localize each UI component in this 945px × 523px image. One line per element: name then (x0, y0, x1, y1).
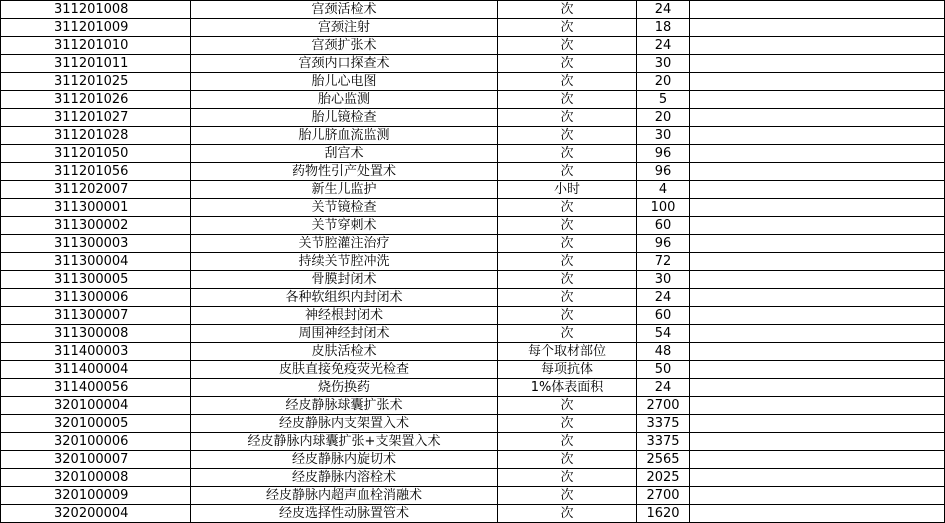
unit-cell[interactable]: 次 (498, 307, 637, 325)
unit-cell[interactable]: 次 (498, 163, 637, 181)
empty-cell[interactable] (690, 343, 945, 361)
price-cell[interactable]: 4 (637, 181, 690, 199)
table-row (1, 289, 945, 307)
table-row (1, 163, 945, 181)
name-cell[interactable]: 宫颈注射 (191, 19, 498, 37)
name-cell[interactable]: 经皮静脉内超声血栓消融术 (191, 487, 498, 505)
price-cell[interactable]: 30 (637, 271, 690, 289)
empty-cell[interactable] (690, 289, 945, 307)
table-row (1, 145, 945, 163)
name-cell[interactable]: 经皮静脉内支架置入术 (191, 415, 498, 433)
empty-cell[interactable] (690, 505, 945, 523)
table-row (1, 433, 945, 451)
code-cell[interactable]: 320100004 (1, 397, 191, 415)
table-row (1, 199, 945, 217)
name-cell[interactable]: 皮肤活检术 (191, 343, 498, 361)
unit-cell[interactable]: 次 (498, 37, 637, 55)
code-cell[interactable]: 320100009 (1, 487, 191, 505)
code-cell[interactable]: 320100007 (1, 451, 191, 469)
unit-cell[interactable]: 次 (498, 433, 637, 451)
empty-cell[interactable] (690, 1, 945, 19)
table-row (1, 55, 945, 73)
name-cell[interactable]: 刮宫术 (191, 145, 498, 163)
name-cell[interactable]: 各种软组织内封闭术 (191, 289, 498, 307)
empty-cell[interactable] (690, 181, 945, 199)
unit-cell[interactable]: 次 (498, 469, 637, 487)
code-cell[interactable]: 311400004 (1, 361, 191, 379)
table-row (1, 127, 945, 145)
empty-cell[interactable] (690, 127, 945, 145)
table-row (1, 109, 945, 127)
price-cell[interactable]: 2025 (637, 469, 690, 487)
table-row (1, 487, 945, 505)
code-cell[interactable]: 320100008 (1, 469, 191, 487)
name-cell[interactable]: 关节穿刺术 (191, 217, 498, 235)
price-cell[interactable]: 60 (637, 217, 690, 235)
code-cell[interactable]: 311202007 (1, 181, 191, 199)
unit-cell[interactable]: 次 (498, 271, 637, 289)
table-row (1, 1, 945, 19)
empty-cell[interactable] (690, 361, 945, 379)
name-cell[interactable]: 烧伤换药 (191, 379, 498, 397)
unit-cell[interactable]: 次 (498, 127, 637, 145)
unit-cell[interactable]: 次 (498, 109, 637, 127)
table-row (1, 361, 945, 379)
table-row (1, 505, 945, 523)
name-cell[interactable]: 经皮静脉球囊扩张术 (191, 397, 498, 415)
price-cell[interactable]: 30 (637, 55, 690, 73)
code-cell[interactable]: 311201010 (1, 37, 191, 55)
code-cell[interactable]: 311300004 (1, 253, 191, 271)
empty-cell[interactable] (690, 397, 945, 415)
name-cell[interactable]: 药物性引产处置术 (191, 163, 498, 181)
unit-cell[interactable]: 1%体表面积 (498, 379, 637, 397)
unit-cell[interactable]: 小时 (498, 181, 637, 199)
table-row (1, 235, 945, 253)
price-cell[interactable]: 96 (637, 163, 690, 181)
code-cell[interactable]: 311300003 (1, 235, 191, 253)
code-cell[interactable]: 320100005 (1, 415, 191, 433)
price-cell[interactable]: 54 (637, 325, 690, 343)
name-cell[interactable]: 胎儿脐血流监测 (191, 127, 498, 145)
code-cell[interactable]: 311300007 (1, 307, 191, 325)
price-cell[interactable]: 18 (637, 19, 690, 37)
price-cell[interactable]: 24 (637, 289, 690, 307)
code-cell[interactable]: 311201050 (1, 145, 191, 163)
name-cell[interactable]: 持续关节腔冲洗 (191, 253, 498, 271)
table-row (1, 271, 945, 289)
code-cell[interactable]: 311300002 (1, 217, 191, 235)
table-row (1, 379, 945, 397)
code-cell[interactable]: 311201056 (1, 163, 191, 181)
unit-cell[interactable]: 次 (498, 415, 637, 433)
name-cell[interactable]: 骨膜封闭术 (191, 271, 498, 289)
empty-cell[interactable] (690, 253, 945, 271)
price-cell[interactable]: 24 (637, 379, 690, 397)
name-cell[interactable]: 宫颈活检术 (191, 1, 498, 19)
price-cell[interactable]: 20 (637, 73, 690, 91)
unit-cell[interactable]: 次 (498, 451, 637, 469)
table-row (1, 343, 945, 361)
empty-cell[interactable] (690, 37, 945, 55)
code-cell[interactable]: 311400056 (1, 379, 191, 397)
unit-cell[interactable]: 次 (498, 487, 637, 505)
table-row (1, 19, 945, 37)
price-cell[interactable]: 60 (637, 307, 690, 325)
table-row (1, 91, 945, 109)
price-cell[interactable]: 3375 (637, 415, 690, 433)
price-cell[interactable]: 24 (637, 1, 690, 19)
unit-cell[interactable]: 次 (498, 397, 637, 415)
price-cell[interactable]: 2565 (637, 451, 690, 469)
unit-cell[interactable]: 每个取材部位 (498, 343, 637, 361)
unit-cell[interactable]: 次 (498, 217, 637, 235)
code-cell[interactable]: 311201026 (1, 91, 191, 109)
empty-cell[interactable] (690, 199, 945, 217)
code-cell[interactable]: 311201025 (1, 73, 191, 91)
table-row (1, 181, 945, 199)
code-cell[interactable]: 311300005 (1, 271, 191, 289)
table-row (1, 253, 945, 271)
empty-cell[interactable] (690, 55, 945, 73)
empty-cell[interactable] (690, 325, 945, 343)
table-row (1, 325, 945, 343)
name-cell[interactable]: 关节镜检查 (191, 199, 498, 217)
code-cell[interactable]: 311201011 (1, 55, 191, 73)
code-cell[interactable]: 320100006 (1, 433, 191, 451)
unit-cell[interactable]: 次 (498, 199, 637, 217)
code-cell[interactable]: 311201028 (1, 127, 191, 145)
unit-cell[interactable]: 次 (498, 289, 637, 307)
price-cell[interactable]: 96 (637, 235, 690, 253)
empty-cell[interactable] (690, 433, 945, 451)
code-cell[interactable]: 311300008 (1, 325, 191, 343)
name-cell[interactable]: 皮肤直接免疫荧光检查 (191, 361, 498, 379)
price-cell[interactable]: 48 (637, 343, 690, 361)
price-cell[interactable]: 100 (637, 199, 690, 217)
code-cell[interactable]: 311201009 (1, 19, 191, 37)
unit-cell[interactable]: 每项抗体 (498, 361, 637, 379)
name-cell[interactable]: 经皮静脉内旋切术 (191, 451, 498, 469)
empty-cell[interactable] (690, 307, 945, 325)
price-cell[interactable]: 5 (637, 91, 690, 109)
table-body (1, 1, 945, 523)
empty-cell[interactable] (690, 163, 945, 181)
unit-cell[interactable]: 次 (498, 1, 637, 19)
empty-cell[interactable] (690, 415, 945, 433)
unit-cell[interactable]: 次 (498, 19, 637, 37)
name-cell[interactable]: 经皮静脉内溶栓术 (191, 469, 498, 487)
name-cell[interactable]: 宫颈内口探查术 (191, 55, 498, 73)
name-cell[interactable]: 宫颈扩张术 (191, 37, 498, 55)
table-row (1, 469, 945, 487)
price-cell[interactable]: 20 (637, 109, 690, 127)
name-cell[interactable]: 周围神经封闭术 (191, 325, 498, 343)
name-cell[interactable]: 关节腔灌注治疗 (191, 235, 498, 253)
unit-cell[interactable]: 次 (498, 73, 637, 91)
table-row (1, 307, 945, 325)
code-cell[interactable]: 311300001 (1, 199, 191, 217)
empty-cell[interactable] (690, 379, 945, 397)
name-cell[interactable]: 经皮选择性动脉置管术 (191, 505, 498, 523)
unit-cell[interactable]: 次 (498, 253, 637, 271)
table-row (1, 217, 945, 235)
empty-cell[interactable] (690, 271, 945, 289)
price-cell[interactable]: 30 (637, 127, 690, 145)
name-cell[interactable]: 新生儿监护 (191, 181, 498, 199)
unit-cell[interactable]: 次 (498, 91, 637, 109)
unit-cell[interactable]: 次 (498, 235, 637, 253)
table-row (1, 415, 945, 433)
empty-cell[interactable] (690, 469, 945, 487)
price-cell[interactable]: 3375 (637, 433, 690, 451)
empty-cell[interactable] (690, 145, 945, 163)
price-cell[interactable]: 2700 (637, 487, 690, 505)
price-cell[interactable]: 2700 (637, 397, 690, 415)
unit-cell[interactable]: 次 (498, 145, 637, 163)
code-cell[interactable]: 311201008 (1, 1, 191, 19)
empty-cell[interactable] (690, 451, 945, 469)
table-row (1, 397, 945, 415)
name-cell[interactable]: 胎心监测 (191, 91, 498, 109)
empty-cell[interactable] (690, 19, 945, 37)
code-cell[interactable]: 320200004 (1, 505, 191, 523)
name-cell[interactable]: 神经根封闭术 (191, 307, 498, 325)
price-cell[interactable]: 72 (637, 253, 690, 271)
empty-cell[interactable] (690, 217, 945, 235)
unit-cell[interactable]: 次 (498, 325, 637, 343)
table-row (1, 37, 945, 55)
name-cell[interactable]: 胎儿心电图 (191, 73, 498, 91)
table-row (1, 73, 945, 91)
price-cell[interactable]: 96 (637, 145, 690, 163)
table-row (1, 451, 945, 469)
empty-cell[interactable] (690, 487, 945, 505)
code-cell[interactable]: 311300006 (1, 289, 191, 307)
name-cell[interactable]: 胎儿镜检查 (191, 109, 498, 127)
code-cell[interactable]: 311201027 (1, 109, 191, 127)
empty-cell[interactable] (690, 109, 945, 127)
empty-cell[interactable] (690, 91, 945, 109)
unit-cell[interactable]: 次 (498, 55, 637, 73)
empty-cell[interactable] (690, 73, 945, 91)
price-cell[interactable]: 24 (637, 37, 690, 55)
unit-cell[interactable]: 次 (498, 505, 637, 523)
empty-cell[interactable] (690, 235, 945, 253)
price-cell[interactable]: 50 (637, 361, 690, 379)
code-cell[interactable]: 311400003 (1, 343, 191, 361)
price-cell[interactable]: 1620 (637, 505, 690, 523)
name-cell[interactable]: 经皮静脉内球囊扩张+支架置入术 (191, 433, 498, 451)
